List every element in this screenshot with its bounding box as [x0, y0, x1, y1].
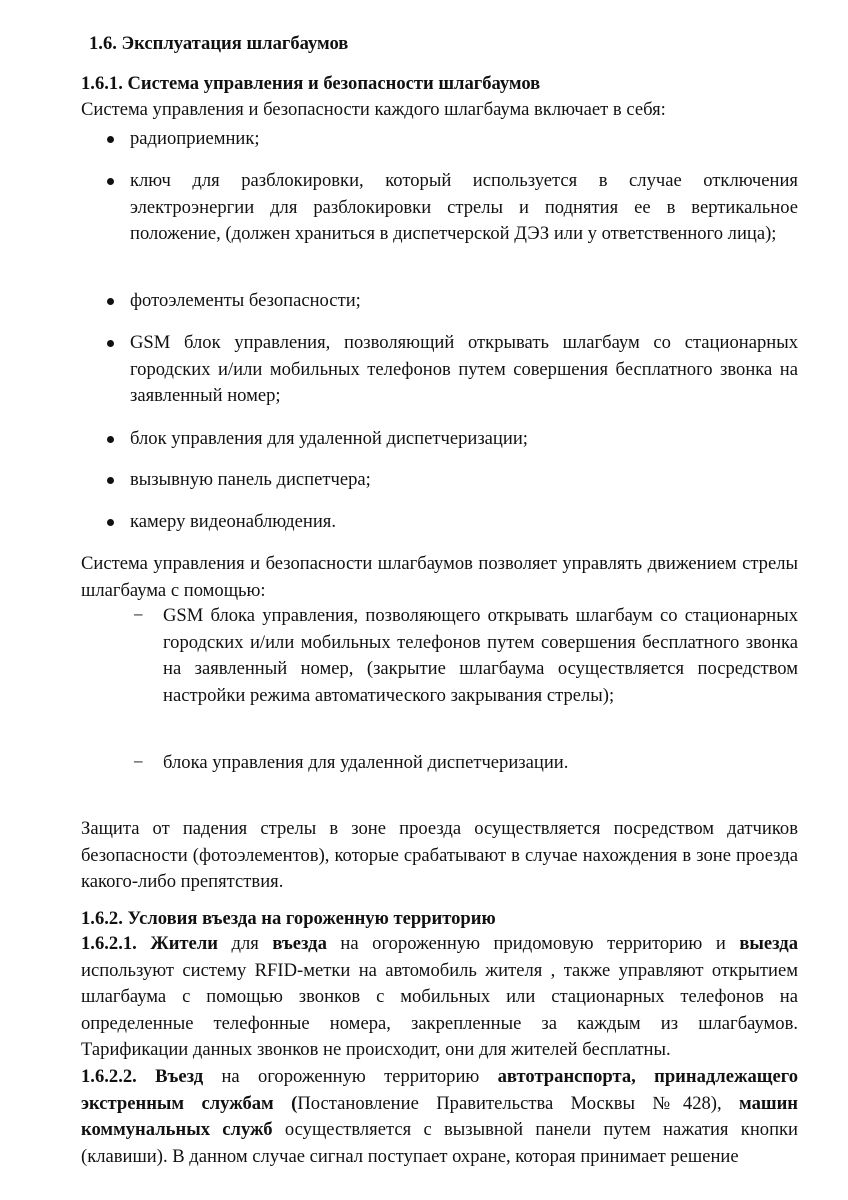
bullet-item [104, 168, 798, 248]
subsection-heading-1-6-1: 1.6.1. Система управления и безопасности шлагбаумов [81, 73, 541, 94]
bullet-text: камеру видеонаблюдения. [130, 511, 337, 532]
bullet-text: блок управления для удаленной диспетчеризации; [130, 428, 528, 449]
bullet-item [104, 426, 798, 453]
section-heading: 1.6. Эксплуатация шлагбаумов [89, 33, 349, 54]
subsection-heading-1-6-2: 1.6.2. Условия въезда на гороженную территорию [81, 908, 496, 929]
bullet-item [104, 126, 798, 153]
bullet-text: радиоприемник; [130, 128, 260, 149]
bullet-item [104, 509, 798, 536]
dash-mark: − [133, 605, 144, 626]
bullet-item [104, 330, 798, 410]
intro-paragraph: Система управления и безопасности каждого шлагбаума включает в себя: [81, 99, 666, 120]
bullet-item [104, 467, 798, 494]
dash-item [133, 750, 798, 777]
bullet-text: фотоэлементы безопасности; [130, 290, 361, 311]
bullet-text: вызывную панель диспетчера; [130, 469, 371, 490]
protection-paragraph: Защита от падения стрелы в зоне проезда осуществляется посредством датчиков безопасности (фотоэлементов), которые срабатывают в случае нахождения в зоне проезда какого-либо препятствия. [81, 818, 798, 892]
paragraph-1-6-2-2: 1.6.2.2. Въезд на огороженную территорию автотранспорта, принадлежащего экстренным службам (Постановление Правительства Москвы №428), машин коммунальных служб осуществляется с вызывной панели путем нажатия кнопки (клавиши). В данном случае сигнал поступает охране, которая принимает решение [81, 1066, 799, 1167]
dash-item [133, 603, 798, 709]
dash-mark: − [133, 752, 144, 773]
dash-text: GSM блока управления, позволяющего открывать шлагбаум со стационарных городских и/или мобильных телефонов путем совершения бесплатного звонка на заявленный номер, (закрытие шлагбаума осуществляется посредством настройки режима автоматического закрывания стрелы); [163, 605, 798, 706]
bullet-text: GSM блок управления, позволяющий открывать шлагбаум со стационарных городских и/или мобильных телефонов путем совершения бесплатного звонка на заявленный номер; [130, 332, 798, 406]
dash-text: блока управления для удаленной диспетчеризации. [163, 752, 569, 773]
bullet-text: ключ для разблокировки, который используется в случае отключения электроэнергии для разблокировки стрелы и поднятия ее в вертикальное положение, (должен храниться в диспетчерской ДЭЗ или у ответственного лица); [130, 170, 798, 244]
paragraph-1-6-2-1: 1.6.2.1. Жители для въезда на огороженную придомовую территорию и выезда используют систему RFID-метки на автомобиль жителя , также управляют открытием шлагбаума с помощью звонков с мобильных или стационарных телефонов на определенные телефонные номера, закрепленные за каждым из шлагбаумов. Тарификации данных звонков не происходит, они для жителей бесплатны. [81, 933, 799, 1060]
bullet-item [104, 288, 798, 315]
control-intro-paragraph: Система управления и безопасности шлагбаумов позволяет управлять движением стрелы шлагбаума с помощью: [81, 553, 798, 601]
